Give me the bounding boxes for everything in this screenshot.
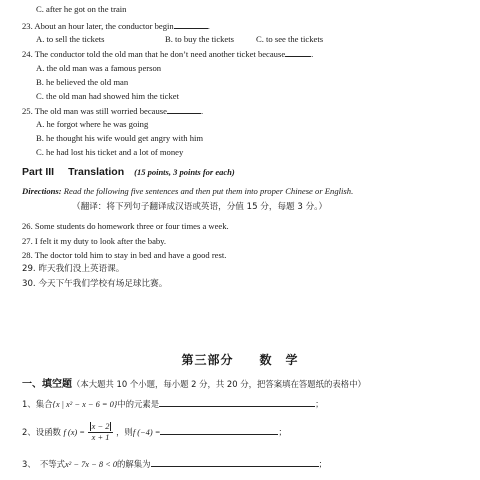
math-q1: 1、集合{x | x² − x − 6 = 0}中的元素是 ； [22, 399, 324, 409]
translation-item-28: 28. The doctor told him to stay in bed and have a good rest. [22, 250, 227, 260]
answer-blank [160, 426, 278, 435]
fraction: $\frac{x - 2}{x + 1}$ [88, 422, 114, 443]
q25-stem: 25. The old man was still worried because . [22, 106, 204, 116]
translation-item-26: 26. Some students do homework three or four times a week. [22, 221, 229, 231]
translation-item-27: 27. I felt it my duty to look after the baby. [22, 236, 167, 246]
answer-blank [151, 458, 319, 467]
q24-option-c: C. the old man had showed him the ticket [36, 91, 179, 101]
q25-option-b: B. he thought his wife would get angry with him [36, 133, 204, 143]
q24-option-b: B. he believed the old man [36, 77, 129, 87]
q23-option-a: A. to sell the tickets [36, 34, 105, 44]
part3-heading: Part III Translation (15 points, 3 points for each) [22, 166, 235, 178]
part3-directions: Directions: Read the following five sentences and then put them into proper Chinese or English. [22, 186, 354, 196]
math-q3: 3、 不等式x² − 7x − 8 < 0的解集为 ； [22, 459, 327, 469]
translation-item-29: 29. 昨天我们没上英语课。 [22, 264, 125, 274]
answer-blank [174, 20, 208, 29]
fill-in-heading: 一、填空题（本大题共 10 个小题，每小题 2 分，共 20 分，把答案填在答题纸的表格中） [22, 379, 366, 390]
q22-option-c: C. after he got on the train [36, 4, 127, 14]
q24-stem: 24. The conductor told the old man that he don’t need another ticket because . [22, 49, 314, 59]
answer-blank [285, 48, 311, 57]
part3-points: (15 points, 3 points for each) [134, 167, 235, 177]
q23-stem: 23. About an hour later, the conductor begin . [22, 21, 210, 31]
answer-blank [167, 105, 201, 114]
math-section-title: 第三部分 数 学 [181, 353, 299, 367]
answer-blank [159, 398, 315, 407]
q23-option-b: B. to buy the tickets [165, 34, 234, 44]
q23-option-c: C. to see the tickets [256, 34, 324, 44]
translation-item-30: 30. 今天下午我们学校有场足球比赛。 [22, 279, 168, 289]
q24-option-a: A. the old man was a famous person [36, 63, 162, 73]
q25-option-a: A. he forgot where he was going [36, 119, 149, 129]
part3-directions-cn: （翻译：将下列句子翻译成汉语或英语，分值 15 分，每题 3 分。） [72, 202, 328, 212]
math-q2: 2、设函数 f (x) = $\frac{x - 2}{x + 1}$ ，则f (−4) = ； [22, 422, 287, 442]
q25-option-c: C. he had lost his ticket and a lot of money [36, 147, 184, 157]
